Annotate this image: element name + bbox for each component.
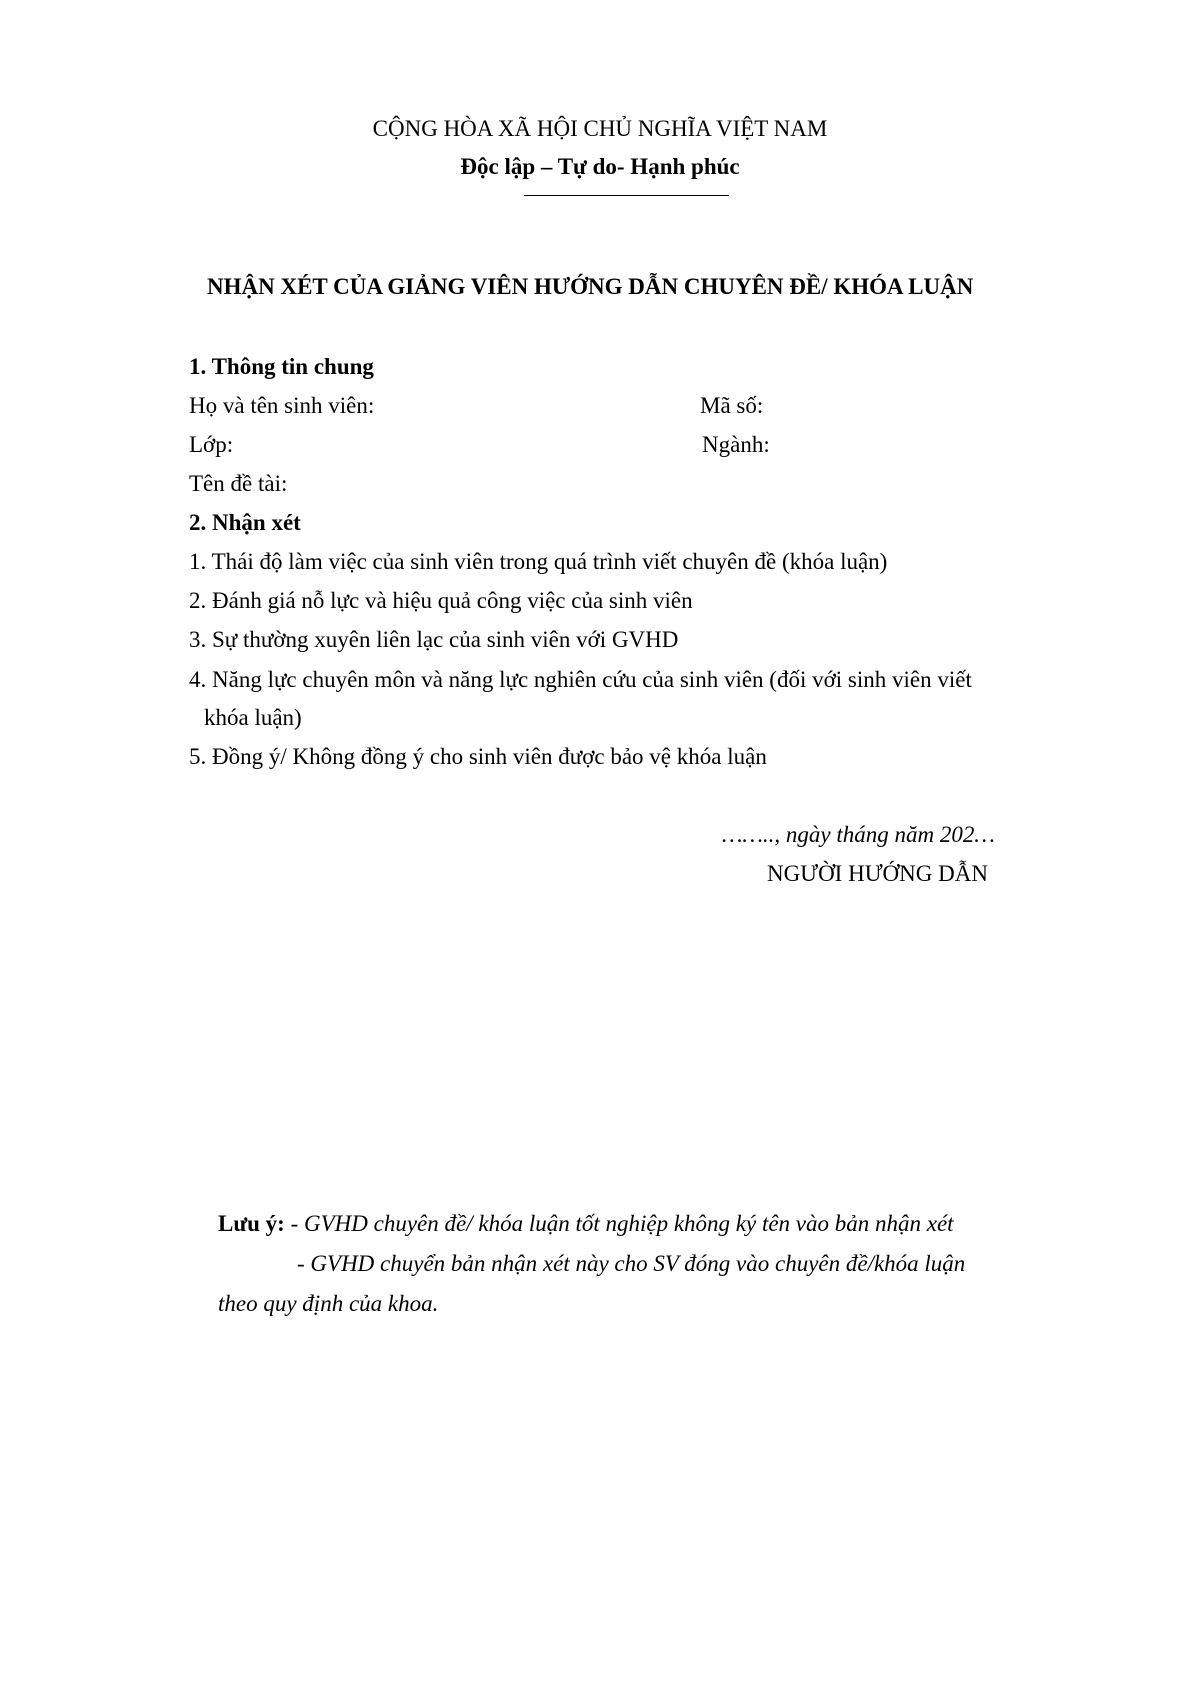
review-item: 1. Thái độ làm việc của sinh viên trong quá trình viết chuyên đề (khóa luận) [189,549,888,574]
signature-title: NGƯỜI HƯỚNG DẪN [767,861,988,886]
review-item-continuation: khóa luận) [204,705,302,730]
note-line-3: theo quy định của khoa. [218,1291,439,1316]
signature-place-date: …….., ngày tháng năm 202… [722,822,995,847]
review-item: 3. Sự thường xuyên liên lạc của sinh viên với GVHD [189,627,679,652]
review-item: 5. Đồng ý/ Không đồng ý cho sinh viên được bảo vệ khóa luận [189,744,767,769]
document-title: NHẬN XÉT CỦA GIẢNG VIÊN HƯỚNG DẪN CHUYÊN ĐỀ/ KHÓA LUẬN [207,274,974,299]
motto-header: Độc lập – Tự do- Hạnh phúc [460,154,740,179]
review-item: 2. Đánh giá nỗ lực và hiệu quả công việc của sinh viên [189,588,693,613]
header-divider [524,195,729,196]
class-label: Lớp: [189,432,234,457]
note-label: Lưu ý: [218,1211,285,1236]
section-review-heading: 2. Nhận xét [189,510,301,535]
note-line-2: - GVHD chuyển bản nhận xét này cho SV đóng vào chuyên đề/khóa luận [297,1251,966,1276]
major-label: Ngành: [702,432,770,457]
student-name-label: Họ và tên sinh viên: [189,393,375,418]
note-text-1: - GVHD chuyên đề/ khóa luận tốt nghiệp không ký tên vào bản nhận xét [284,1211,954,1236]
section-general-info-heading: 1. Thông tin chung [189,354,374,379]
student-id-label: Mã số: [700,393,764,418]
note-line-1 [218,1210,954,1238]
topic-label: Tên đề tài: [189,471,288,496]
country-header: CỘNG HÒA XÃ HỘI CHỦ NGHĨA VIỆT NAM [372,116,828,141]
review-item: 4. Năng lực chuyên môn và năng lực nghiên cứu của sinh viên (đối với sinh viên viết [189,667,972,692]
